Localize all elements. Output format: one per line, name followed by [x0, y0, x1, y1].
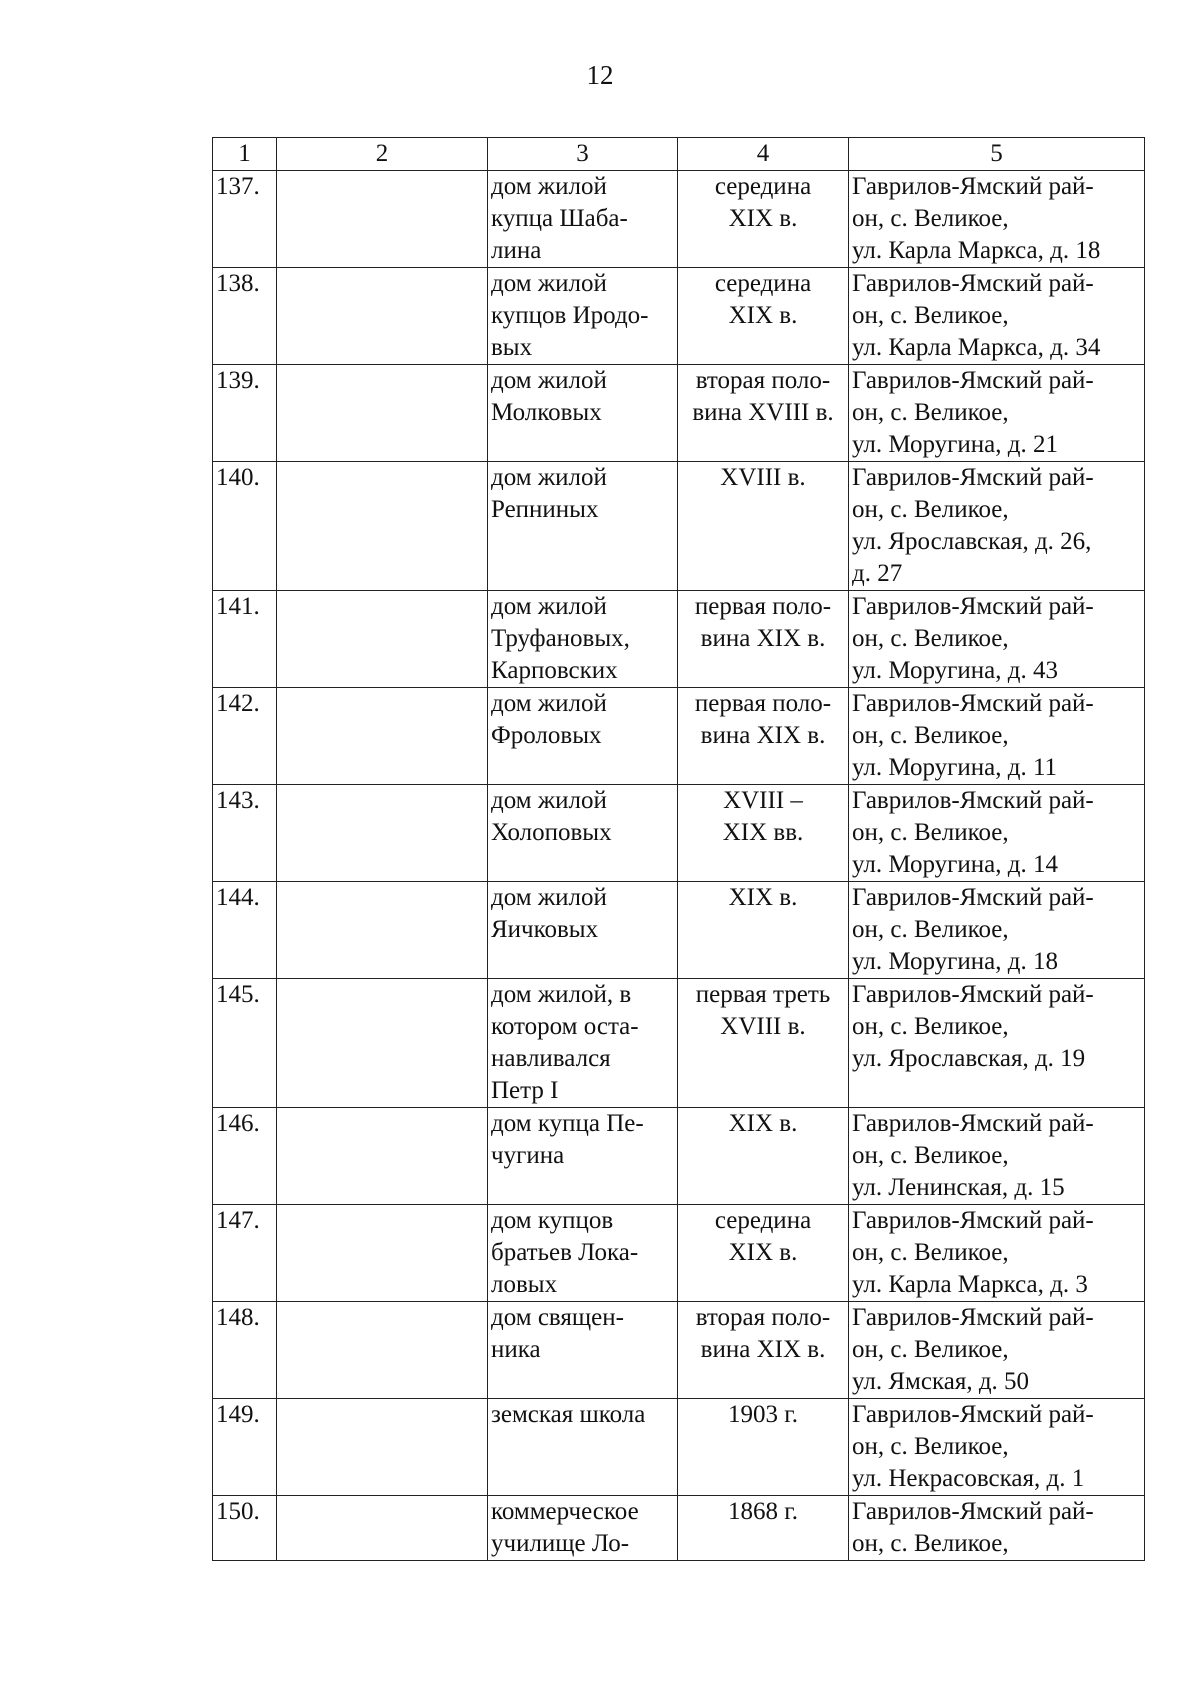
object-address: Гаврилов-Ямский рай- он, с. Великое, ул. Ярославская, д. 19 [849, 979, 1145, 1108]
row-number: 145. [213, 979, 277, 1108]
row-column-2 [277, 979, 488, 1108]
object-dating: XIX в. [678, 882, 849, 979]
object-dating: середина XIX в. [678, 268, 849, 365]
table-row [213, 462, 1145, 591]
table-row [213, 591, 1145, 688]
object-address: Гаврилов-Ямский рай- он, с. Великое, ул. Карла Маркса, д. 18 [849, 171, 1145, 268]
object-name: коммерческое училище Ло- [488, 1496, 678, 1561]
object-address: Гаврилов-Ямский рай- он, с. Великое, ул. Моругина, д. 43 [849, 591, 1145, 688]
row-number: 142. [213, 688, 277, 785]
object-name: дом жилой Репниных [488, 462, 678, 591]
object-address: Гаврилов-Ямский рай- он, с. Великое, ул. Ярославская, д. 26, д. 27 [849, 462, 1145, 591]
table-row [213, 688, 1145, 785]
object-address: Гаврилов-Ямский рай- он, с. Великое, [849, 1496, 1145, 1561]
header-cell-2: 2 [277, 138, 488, 171]
object-address: Гаврилов-Ямский рай- он, с. Великое, ул. Моругина, д. 18 [849, 882, 1145, 979]
object-address: Гаврилов-Ямский рай- он, с. Великое, ул. Карла Маркса, д. 34 [849, 268, 1145, 365]
table-row [213, 1399, 1145, 1496]
row-column-2 [277, 688, 488, 785]
object-name: дом жилой Яичковых [488, 882, 678, 979]
object-dating: середина XIX в. [678, 171, 849, 268]
object-address: Гаврилов-Ямский рай- он, с. Великое, ул. Карла Маркса, д. 3 [849, 1205, 1145, 1302]
row-number: 146. [213, 1108, 277, 1205]
row-number: 139. [213, 365, 277, 462]
table-row [213, 365, 1145, 462]
object-name: дом жилой, в котором оста- навливался Петр I [488, 979, 678, 1108]
row-number: 140. [213, 462, 277, 591]
table-header-row [213, 138, 1145, 171]
object-name: земская школа [488, 1399, 678, 1496]
object-address: Гаврилов-Ямский рай- он, с. Великое, ул. Некрасовская, д. 1 [849, 1399, 1145, 1496]
header-cell-3: 3 [488, 138, 678, 171]
table-row [213, 1496, 1145, 1561]
object-name: дом священ- ника [488, 1302, 678, 1399]
row-column-2 [277, 1496, 488, 1561]
object-address: Гаврилов-Ямский рай- он, с. Великое, ул. Ленинская, д. 15 [849, 1108, 1145, 1205]
object-dating: вторая поло- вина XVIII в. [678, 365, 849, 462]
object-dating: середина XIX в. [678, 1205, 849, 1302]
object-dating: 1868 г. [678, 1496, 849, 1561]
header-cell-1: 1 [213, 138, 277, 171]
object-dating: XVIII в. [678, 462, 849, 591]
row-number: 138. [213, 268, 277, 365]
table-row [213, 785, 1145, 882]
row-column-2 [277, 462, 488, 591]
row-column-2 [277, 268, 488, 365]
row-column-2 [277, 365, 488, 462]
row-column-2 [277, 171, 488, 268]
object-name: дом жилой купцов Иродо- вых [488, 268, 678, 365]
row-number: 150. [213, 1496, 277, 1561]
row-column-2 [277, 1205, 488, 1302]
object-name: дом жилой купца Шаба- лина [488, 171, 678, 268]
object-name: дом жилой Труфановых, Карповских [488, 591, 678, 688]
table-row [213, 171, 1145, 268]
object-address: Гаврилов-Ямский рай- он, с. Великое, ул. Моругина, д. 21 [849, 365, 1145, 462]
object-address: Гаврилов-Ямский рай- он, с. Великое, ул. Ямская, д. 50 [849, 1302, 1145, 1399]
header-cell-4: 4 [678, 138, 849, 171]
object-dating: первая поло- вина XIX в. [678, 591, 849, 688]
page-number: 12 [586, 60, 614, 90]
heritage-register-table [212, 137, 1145, 1561]
table-row [213, 1108, 1145, 1205]
object-dating: вторая поло- вина XIX в. [678, 1302, 849, 1399]
row-column-2 [277, 1399, 488, 1496]
header-cell-5: 5 [849, 138, 1145, 171]
object-dating: первая поло- вина XIX в. [678, 688, 849, 785]
table-row [213, 268, 1145, 365]
object-dating: XVIII – XIX вв. [678, 785, 849, 882]
row-number: 147. [213, 1205, 277, 1302]
table-row [213, 882, 1145, 979]
row-number: 144. [213, 882, 277, 979]
table-row [213, 979, 1145, 1108]
row-column-2 [277, 1108, 488, 1205]
object-dating: 1903 г. [678, 1399, 849, 1496]
row-column-2 [277, 882, 488, 979]
object-name: дом жилой Молковых [488, 365, 678, 462]
row-number: 141. [213, 591, 277, 688]
object-name: дом купцов братьев Лока- ловых [488, 1205, 678, 1302]
object-address: Гаврилов-Ямский рай- он, с. Великое, ул. Моругина, д. 14 [849, 785, 1145, 882]
object-name: дом жилой Холоповых [488, 785, 678, 882]
object-name: дом жилой Фроловых [488, 688, 678, 785]
object-name: дом купца Пе- чугина [488, 1108, 678, 1205]
row-number: 137. [213, 171, 277, 268]
row-column-2 [277, 591, 488, 688]
object-address: Гаврилов-Ямский рай- он, с. Великое, ул. Моругина, д. 11 [849, 688, 1145, 785]
row-column-2 [277, 1302, 488, 1399]
object-dating: XIX в. [678, 1108, 849, 1205]
row-number: 148. [213, 1302, 277, 1399]
table-row [213, 1205, 1145, 1302]
table-row [213, 1302, 1145, 1399]
row-column-2 [277, 785, 488, 882]
object-dating: первая треть XVIII в. [678, 979, 849, 1108]
row-number: 143. [213, 785, 277, 882]
row-number: 149. [213, 1399, 277, 1496]
